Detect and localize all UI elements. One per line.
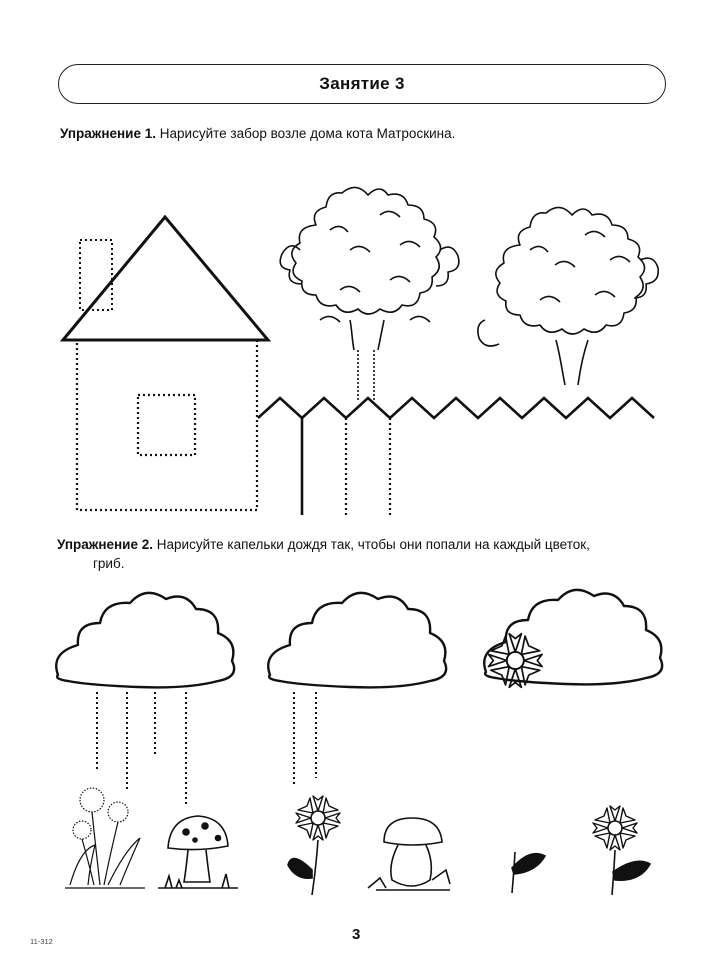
exercise-1-text: Нарисуйте забор возле дома кота Матроскина. [159,126,456,141]
lesson-title: Занятие 3 [319,74,405,93]
flower-icon [288,796,340,895]
flower-icon [593,806,650,895]
flower-icon [65,788,145,888]
rain-drop-guides [97,692,316,805]
tree-icon [478,207,658,385]
mushroom-icon [368,818,450,890]
exercise-2-label: Упражнение 2. [57,537,153,552]
exercise-1-label: Упражнение 1. [60,126,156,141]
print-code: 11-312 [30,937,53,946]
exercise-2-text: Нарисуйте капельки дождя так, чтобы они попали на каждый цветок, [156,537,590,552]
fence-drawing [258,398,654,515]
cloud-icon [268,593,446,688]
mushroom-icon [158,816,238,888]
flower-icon [488,634,545,893]
exercise-2-text-continued: гриб. [93,556,125,571]
page-number: 3 [352,926,361,943]
cloud-icon [56,593,234,688]
house-drawing [63,217,268,510]
tree-icon [280,187,459,400]
